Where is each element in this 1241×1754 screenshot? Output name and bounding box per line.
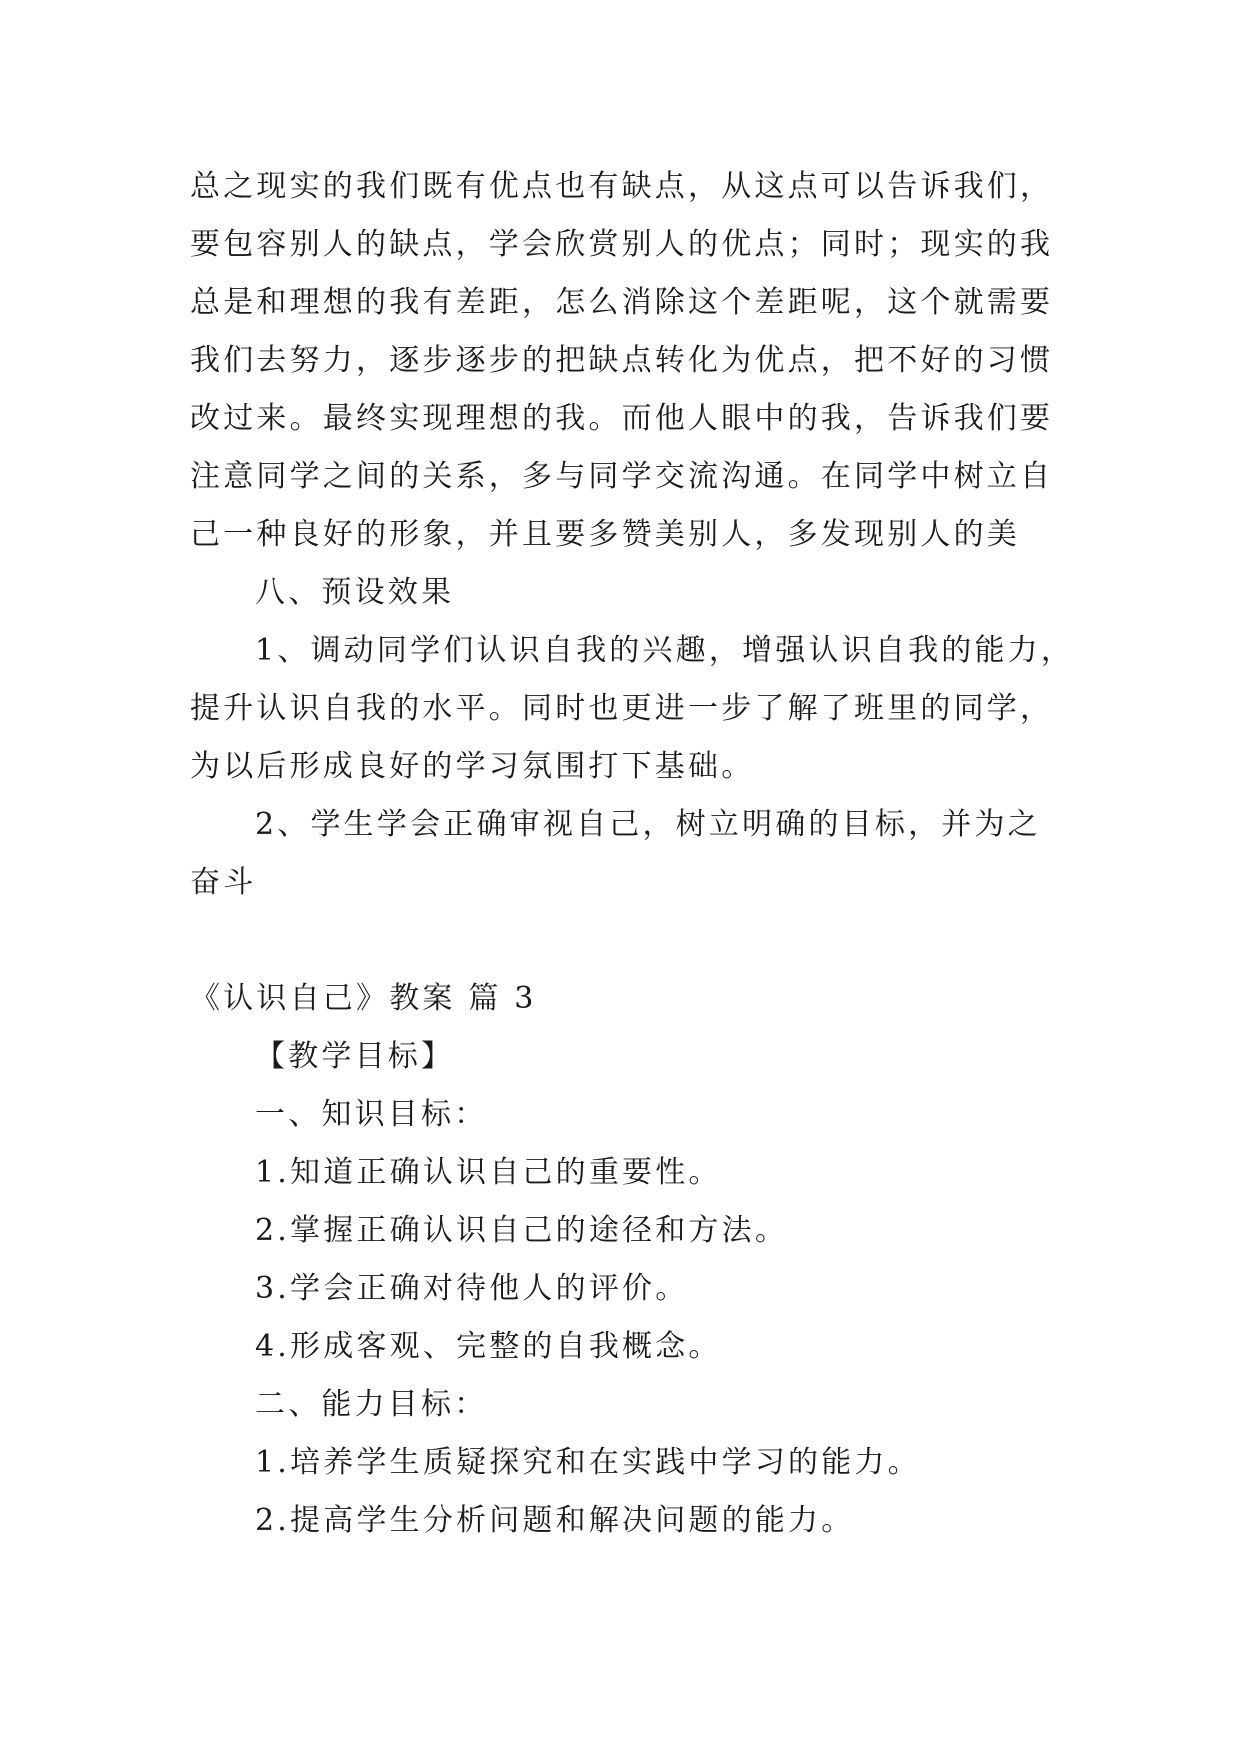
- ability-goals-heading: 二、能力目标：: [255, 1387, 488, 1422]
- text-line: 1、调动同学们认识自我的兴趣，增强认识自我的能力，: [255, 633, 1075, 668]
- list-item: 1.培养学生质疑探究和在实践中学习的能力。: [255, 1445, 921, 1480]
- text-line: 改过来。最终实现理想的我。而他人眼中的我，告诉我们要: [190, 401, 1054, 436]
- text-line: 要包容别人的缺点，学会欣赏别人的优点；同时；现实的我: [190, 227, 1054, 262]
- document-page: [190, 158, 1075, 1550]
- section-heading-expected-effects: 八、预设效果: [255, 575, 455, 610]
- knowledge-goals-heading: 一、知识目标：: [255, 1097, 488, 1132]
- expected-effect-item-1: [190, 622, 1075, 796]
- list-item: 3.学会正确对待他人的评价。: [255, 1271, 689, 1306]
- text-line: 为以后形成良好的学习氛围打下基础。: [190, 749, 755, 784]
- teaching-goals-heading: 【教学目标】: [255, 1039, 455, 1074]
- ability-goals-list: [190, 1434, 1070, 1550]
- text-line: 注意同学之间的关系，多与同学交流沟通。在同学中树立自: [190, 459, 1054, 494]
- list-item: 1.知道正确认识自己的重要性。: [255, 1155, 722, 1190]
- section-spacer: [190, 912, 1070, 970]
- text-line: 奋斗: [190, 865, 257, 900]
- text-line: 提升认识自我的水平。同时也更进一步了解了班里的同学，: [190, 691, 1054, 726]
- list-item: 4.形成客观、完整的自我概念。: [255, 1329, 722, 1364]
- list-item: 2.提高学生分析问题和解决问题的能力。: [255, 1503, 855, 1538]
- expected-effect-item-2: [190, 796, 1070, 912]
- text-line: 己一种良好的形象，并且要多赞美别人，多发现别人的美: [190, 517, 1020, 552]
- text-line: 总之现实的我们既有优点也有缺点，从这点可以告诉我们，: [190, 169, 1054, 204]
- text-line: 我们去努力，逐步逐步的把缺点转化为优点，把不好的习惯: [190, 343, 1054, 378]
- text-line: 2、学生学会正确审视自己，树立明确的目标，并为之: [255, 807, 1041, 842]
- knowledge-goals-list: [190, 1144, 1070, 1376]
- list-item: 2.掌握正确认识自己的途径和方法。: [255, 1213, 789, 1248]
- summary-paragraph: [190, 158, 1070, 564]
- article-title: 《认识自己》教案 篇 3: [190, 981, 537, 1016]
- text-line: 总是和理想的我有差距，怎么消除这个差距呢，这个就需要: [190, 285, 1054, 320]
